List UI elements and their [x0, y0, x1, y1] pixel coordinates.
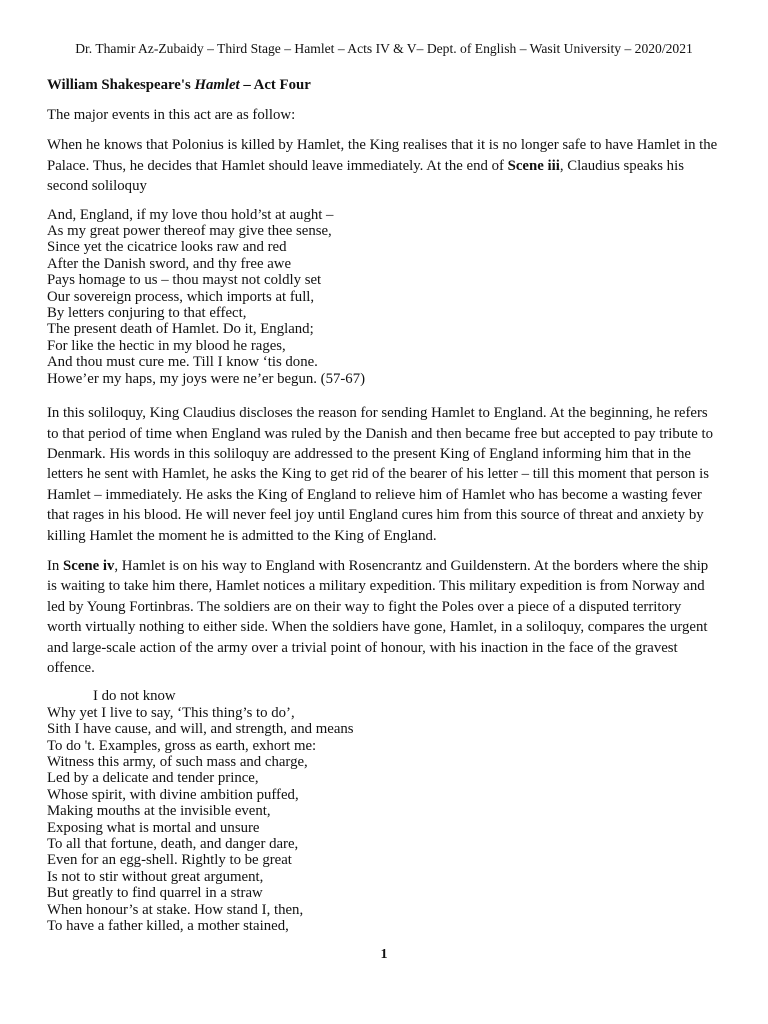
verse-line: For like the hectic in my blood he rages, — [47, 337, 286, 354]
p1-text-after: , Claudius speaks his second soliloquy — [47, 157, 684, 195]
page-content — [47, 75, 719, 950]
title-suffix: – Act Four — [239, 77, 311, 93]
section-title — [47, 75, 719, 95]
verse-line: The present death of Hamlet. Do it, England; — [47, 321, 314, 338]
intro-paragraph: The major events in this act are as follow: — [47, 107, 296, 123]
verse-line: By letters conjuring to that effect, — [47, 305, 247, 322]
verse-line: As my great power thereof may give thee sense, — [47, 223, 332, 240]
running-header: Dr. Thamir Az-Zubaidy – Third Stage – Hamlet – Acts IV & V– Dept. of English – Wasit University – 2020/2021 — [75, 41, 693, 56]
paragraph-scene-iv — [47, 556, 719, 678]
p3-text-after: , Hamlet is on his way to England with Rosencrantz and Guildenstern. At the borders where the ship is waiting to take him there, Hamlet notices a military expedition. This military expedition is from Norway and led by Young Fortinbras. The soldiers are on their way to fight the Poles over a piece of a disputed territory worth virtually nothing to either side. When the soldiers have gone, Hamlet, in a soliloquy, compares the urgent and large-scale action of the army over a trivial point of honour, with his inaction in the face of the gravest offence. — [47, 557, 709, 676]
p1-text-before: When he knows that Polonius is killed by Hamlet, the King realises that it is no longer safe to have Hamlet in the Palace. Thus, he decides that Hamlet should leave immediately. At the end of — [47, 137, 718, 174]
verse-line: But greatly to find quarrel in a straw — [47, 885, 263, 902]
verse-line: Whose spirit, with divine ambition puffed, — [47, 786, 299, 803]
verse-line: To have a father killed, a mother stained, — [47, 918, 289, 935]
paragraph-soliloquy-analysis: In this soliloquy, King Claudius discloses the reason for sending Hamlet to England. At the beginning, he refers to that period of time when England was ruled by the Danish and then became free but accepted to pay tribute to Denmark. His words in this soliloquy are addressed to the present King of England informing him that in the letters he sent with Hamlet, he asks the King to get rid of the bearer of his letter – till this moment that person is Hamlet – immediately. He asks the King of England to relieve him of Hamlet who has become a wasting fever that rages in his blood. He will never feel joy until England cures him from this source of threat and anxiety by killing Hamlet the moment he is admitted to the King of England. — [47, 405, 714, 544]
verse-line: Exposing what is mortal and unsure — [47, 819, 260, 836]
verse-line: When honour’s at stake. How stand I, then, — [47, 901, 304, 918]
p1-scene-label: Scene iii — [507, 157, 560, 174]
verse-line: Sith I have cause, and will, and strength, and means — [47, 721, 354, 738]
p3-scene-label: Scene iv — [63, 557, 115, 574]
verse-line: Led by a delicate and tender prince, — [47, 770, 259, 787]
verse-line: Even for an egg-shell. Rightly to be great — [47, 852, 292, 869]
verse-line: Howe’er my haps, my joys were ne’er begun. (57-67) — [47, 370, 366, 387]
verse-line: And, England, if my love thou hold’st at aught – — [47, 206, 334, 223]
paragraph-scene-iii — [47, 135, 719, 196]
verse-line: Is not to stir without great argument, — [47, 868, 264, 885]
verse-line: To all that fortune, death, and danger dare, — [47, 836, 299, 853]
verse-line: After the Danish sword, and thy free awe — [47, 255, 292, 272]
verse-line: Making mouths at the invisible event, — [47, 803, 271, 820]
title-work: Hamlet — [194, 77, 240, 93]
verse-line: I do not know — [93, 688, 176, 705]
title-prefix: William Shakespeare's — [47, 77, 195, 93]
verse-line: Since yet the cicatrice looks raw and red — [47, 239, 287, 256]
page-number: 1 — [380, 947, 388, 962]
verse-line: To do 't. Examples, gross as earth, exhort me: — [47, 737, 317, 754]
p3-text-before: In — [47, 557, 64, 574]
verse-line: Why yet I live to say, ‘This thing’s to do’, — [47, 704, 295, 721]
verse-line: Our sovereign process, which imports at full, — [47, 288, 315, 305]
verse-claudius-soliloquy — [47, 207, 719, 387]
verse-line: And thou must cure me. Till I know ‘tis done. — [47, 354, 318, 371]
verse-line: Pays homage to us – thou mayst not coldly set — [47, 272, 322, 289]
verse-line: Witness this army, of such mass and charge, — [47, 754, 308, 770]
verse-hamlet-soliloquy — [47, 688, 719, 934]
